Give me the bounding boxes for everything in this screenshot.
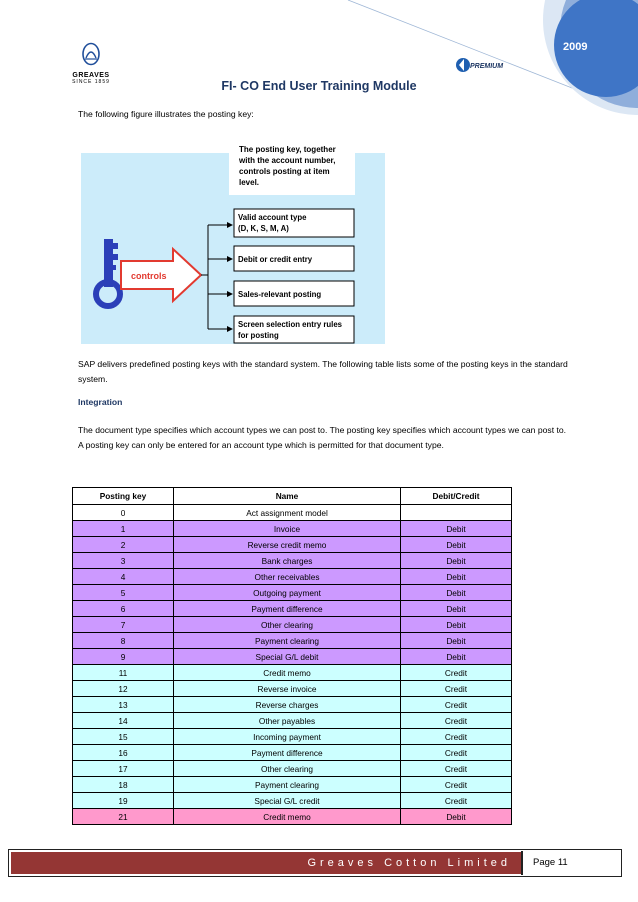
cell-name: Invoice: [174, 521, 401, 537]
cell-debit-credit: Credit: [401, 729, 512, 745]
cell-posting-key: 4: [73, 569, 174, 585]
cell-posting-key: 2: [73, 537, 174, 553]
controls-arrow-label: controls: [131, 271, 167, 281]
cell-name: Reverse credit memo: [174, 537, 401, 553]
cell-name: Special G/L credit: [174, 793, 401, 809]
column-header-name: Name: [174, 488, 401, 505]
greaves-logo-since: SINCE 1859: [72, 79, 110, 85]
table-row: [73, 793, 512, 809]
figure-top-line-3: controls posting at item: [239, 167, 330, 176]
table-row: [73, 729, 512, 745]
table-row: [73, 521, 512, 537]
figure-box1-line1: Valid account type: [238, 213, 307, 222]
section-heading-integration: Integration: [78, 397, 123, 407]
figure-box2-line1: Debit or credit entry: [238, 255, 313, 264]
table-row: [73, 617, 512, 633]
cell-debit-credit: Credit: [401, 761, 512, 777]
cell-debit-credit: Credit: [401, 745, 512, 761]
cell-name: Other payables: [174, 713, 401, 729]
table-row: [73, 761, 512, 777]
cell-posting-key: 7: [73, 617, 174, 633]
cell-debit-credit: Credit: [401, 697, 512, 713]
figure-top-line-4: level.: [239, 178, 260, 187]
cell-debit-credit: Debit: [401, 601, 512, 617]
cell-posting-key: 6: [73, 601, 174, 617]
table-row: [73, 505, 512, 521]
figure-box3-line1: Sales-relevant posting: [238, 290, 322, 299]
cell-name: Incoming payment: [174, 729, 401, 745]
table-row: [73, 809, 512, 825]
table-row: [73, 585, 512, 601]
paragraph-integration: The document type specifies which account types we can post to. The posting key specifies which account types we can post to. A posting key can only be entered for an account type which is permitted for that document type.: [78, 425, 567, 450]
cell-debit-credit: Credit: [401, 681, 512, 697]
cell-posting-key: 18: [73, 777, 174, 793]
cell-debit-credit: Debit: [401, 537, 512, 553]
cell-posting-key: 14: [73, 713, 174, 729]
premium-logo-text: PREMIUM: [470, 63, 504, 70]
cell-name: Reverse charges: [174, 697, 401, 713]
cell-posting-key: 13: [73, 697, 174, 713]
cell-posting-key: 9: [73, 649, 174, 665]
posting-key-table-body: [73, 505, 512, 825]
cell-debit-credit: Debit: [401, 649, 512, 665]
figure-box1-line2: (D, K, S, M, A): [238, 224, 289, 233]
posting-key-figure: [81, 139, 385, 344]
cell-debit-credit: Debit: [401, 617, 512, 633]
cell-posting-key: 21: [73, 809, 174, 825]
table-row: [73, 777, 512, 793]
table-row: [73, 681, 512, 697]
footer-band: [11, 852, 619, 874]
footer: [8, 849, 622, 877]
cell-name: Payment difference: [174, 601, 401, 617]
table-row: [73, 633, 512, 649]
cell-name: Payment clearing: [174, 633, 401, 649]
year-label: 2009: [563, 41, 588, 53]
cell-debit-credit: Debit: [401, 809, 512, 825]
table-row: [73, 713, 512, 729]
cell-posting-key: 16: [73, 745, 174, 761]
column-header-debit-credit: Debit/Credit: [401, 488, 512, 505]
greaves-emblem-icon: [80, 42, 102, 66]
footer-company-name: Greaves Cotton Limited: [307, 857, 511, 869]
cell-debit-credit: Debit: [401, 633, 512, 649]
cell-debit-credit: Credit: [401, 713, 512, 729]
cell-name: Other clearing: [174, 761, 401, 777]
table-row: [73, 537, 512, 553]
greaves-logo-name: GREAVES: [72, 72, 110, 79]
cell-posting-key: 1: [73, 521, 174, 537]
cell-posting-key: 5: [73, 585, 174, 601]
premium-logo: [455, 52, 504, 78]
cell-posting-key: 8: [73, 633, 174, 649]
cell-posting-key: 19: [73, 793, 174, 809]
table-row: [73, 601, 512, 617]
intro-text: The following figure illustrates the posting key:: [78, 109, 254, 119]
cell-debit-credit: Debit: [401, 553, 512, 569]
table-row: [73, 649, 512, 665]
cell-name: Credit memo: [174, 809, 401, 825]
cell-debit-credit: Debit: [401, 569, 512, 585]
cell-name: Outgoing payment: [174, 585, 401, 601]
page-number: Page 11: [521, 851, 619, 875]
table-row: [73, 569, 512, 585]
paragraph-posting-keys: SAP delivers predefined posting keys with the standard system. The following table lists some of the posting keys in the standard system.: [78, 359, 568, 384]
posting-key-table: [72, 487, 512, 825]
cell-name: Special G/L debit: [174, 649, 401, 665]
cell-name: Other receivables: [174, 569, 401, 585]
cell-name: Bank charges: [174, 553, 401, 569]
cell-name: Other clearing: [174, 617, 401, 633]
figure-top-line-2: with the account number,: [239, 156, 336, 165]
cell-name: Act assignment model: [174, 505, 401, 521]
cell-debit-credit: Debit: [401, 521, 512, 537]
table-row: [73, 553, 512, 569]
cell-debit-credit: Debit: [401, 585, 512, 601]
cell-posting-key: 0: [73, 505, 174, 521]
cell-posting-key: 12: [73, 681, 174, 697]
cell-debit-credit: Credit: [401, 793, 512, 809]
figure-box4-line2: for posting: [238, 331, 279, 340]
cell-debit-credit: Credit: [401, 777, 512, 793]
page-title: FI- CO End User Training Module: [221, 79, 417, 93]
column-header-posting-key: Posting key: [73, 488, 174, 505]
cell-debit-credit: [401, 505, 512, 521]
cell-debit-credit: Credit: [401, 665, 512, 681]
figure-box4-line1: Screen selection entry rules: [238, 320, 343, 329]
cell-posting-key: 17: [73, 761, 174, 777]
figure-top-line-1: The posting key, together: [239, 145, 336, 154]
table-row: [73, 697, 512, 713]
cell-posting-key: 15: [73, 729, 174, 745]
cell-name: Credit memo: [174, 665, 401, 681]
cell-name: Reverse invoice: [174, 681, 401, 697]
cell-posting-key: 11: [73, 665, 174, 681]
cell-name: Payment difference: [174, 745, 401, 761]
table-row: [73, 665, 512, 681]
cell-posting-key: 3: [73, 553, 174, 569]
cell-name: Payment clearing: [174, 777, 401, 793]
table-row: [73, 745, 512, 761]
